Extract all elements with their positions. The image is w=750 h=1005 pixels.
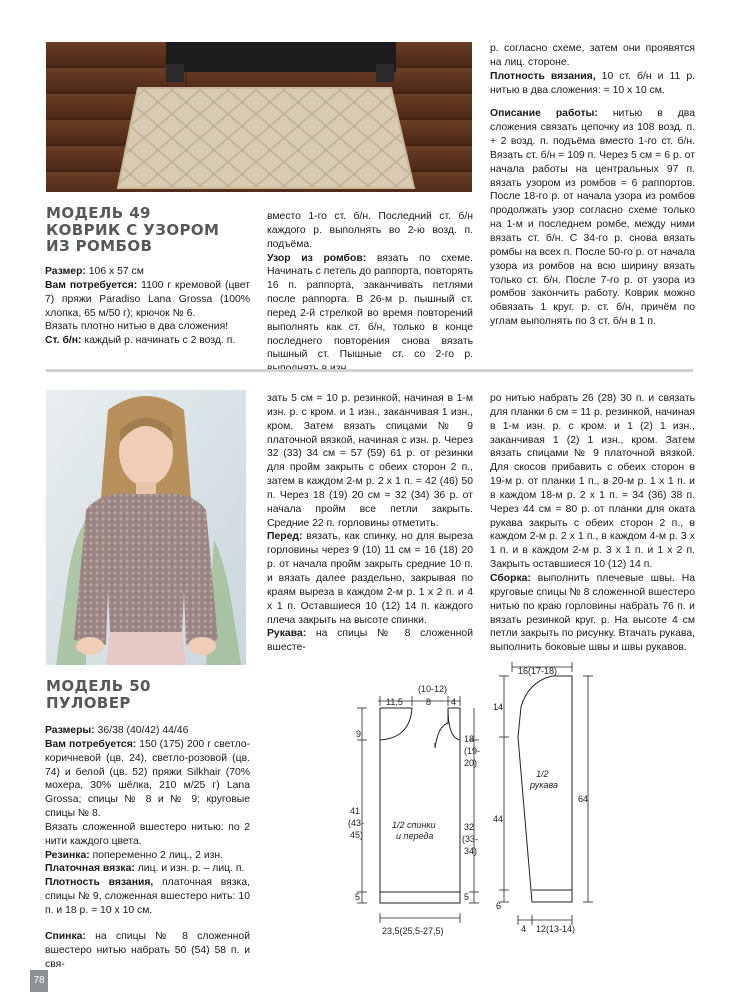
dim-total-height-1: 41 — [350, 806, 361, 816]
dim-shoulder-left: 11,5 — [386, 697, 403, 707]
dim-bottom-width: 23,5(25,5-27,5) — [382, 926, 444, 936]
dim-side-height-2: (33- — [462, 834, 479, 844]
dim-armhole-1: 18 — [464, 734, 475, 744]
model50-column-3 — [490, 392, 695, 655]
dim-rib-left: 5 — [355, 892, 361, 902]
dim-side-height-3: 34) — [464, 846, 478, 856]
model49-subtitle-line1: КОВРИК С УЗОРОМ — [46, 220, 220, 239]
dim-neck-depth: 9 — [356, 729, 362, 739]
page-number: 78 — [30, 970, 48, 992]
dim-neck-width-total: (10-12) — [418, 684, 448, 694]
model50-title: МОДЕЛЬ 50 — [46, 677, 151, 695]
dim-neck-half: 8 — [426, 697, 432, 707]
dim-sleeve-bottom-right: 12(13-14) — [536, 924, 576, 934]
model50-column-2 — [267, 392, 473, 655]
body-piece-label-1: 1/2 спинки — [392, 820, 436, 830]
rug-photo — [46, 42, 472, 192]
dim-sleeve-body: 44 — [493, 814, 504, 824]
paragraph: Узор из ромбов: вязать по схеме. Начинать с петель до раппорта, повторять 16 п. раппорта, заканчивать петлями после раппорта. В 26-м р. пышный ст. перед 2-й стрелкой во время повторений выполнять как ст. б/н, только в конце последнего повторения снова вязать пышный ст. Пышные ст. со 2-го р. — [267, 252, 474, 361]
paragraph: Рукава: на спицы № 8 сложенной вшесте- — [267, 628, 473, 654]
dim-rib-right: 5 — [464, 892, 470, 902]
sleeve-piece-label-1: 1/2 — [536, 769, 549, 779]
model49-heading — [46, 205, 256, 255]
paragraph: Размер: 106 х 57 см — [45, 266, 144, 277]
dim-neck-right: 4 — [451, 697, 457, 707]
paragraph: Сборка: выполнить плечевые швы. На круговые спицы № 8 сложенной вшестеро нитью по краю горловины набрать 76 п. и вязать резинкой круг. р. На высоте 4 см петли закрыть по рисунку. Втачать рукава, выполнить боковые швы и швы рукавов. — [490, 572, 695, 654]
body-piece-label-2: и переда — [396, 831, 434, 841]
paragraph: ро нитью набрать 26 (28) 30 п. и связать для планки 6 см = 11 р. резинкой, начиная в 1-м изн. р. с кром. и 1 (2) 1 изн., заканчивая 1 (2) 1 изн., кром. Затем вязать спицами № 9 платочной вязкой. Для скосов прибавить с обеих сторон в 19-м р. от планки 1 п., в 20-м р. 1 х 1 п. и в каждом 18-м р. 2 х 1 п. = 34 (36) 38 п. Через 44 см = 80 р. от планки для оката рукава закрыть с обеих сторон 2 п., в каждом 2-м р. 2 х 1 п., в каждом 4-м р. 3 х 1 п. и в каждом 2-м р. 3 х 1 п. и 1 х 2 п. Закрыть оставшиеся 10 (12) 14 п. — [490, 393, 695, 571]
paragraph: Спинка: на спицы № 8 сложенной вшестеро нитью набрать 50 (54) 58 п. и свя- — [45, 930, 250, 970]
paragraph: Описание работы: нитью в два сложения связать цепочку из 108 возд. п. + 2 возд. п. подъёма вместо 1-го ст. б/н. Вязать ст. б/н = 109 п. Через 5 см = 6 р. от начала работы на центральных 97 п. вязать узором из ромбов = 6 раппортов. После 18-го р. от начала узора из ромбов продолжать узор согласно схеме только на 1-м и последнем ромбе, между ними вязать ст. б/н. С 34-го р. снова вязать ромбы на всех п. После 50-го р. от начала узора из ромбов на всю ширину вязать только ст. б/н. После 7-го р. от узора из ромбов закончить работу. Коврик можно обвязать 1 круг. р. ст. б/н, причём по углам выполнять по 3 ст. б/н в 1 п. — [490, 108, 695, 328]
dim-total-height-2: (43- — [348, 818, 365, 828]
paragraph: Размеры: 36/38 (40/42) 44/46 — [45, 725, 189, 736]
paragraph: Резинка: попеременно 2 лиц., 2 изн. — [45, 849, 224, 861]
dim-armhole-3: 20) — [464, 758, 478, 768]
model49-column-2 — [267, 210, 473, 376]
dim-sleeve-cuff: 6 — [496, 901, 502, 911]
section-divider — [46, 369, 693, 372]
dim-sleeve-bottom-left: 4 — [521, 924, 527, 934]
sleeve-schematic — [488, 662, 608, 937]
paragraph: Плотность вязания, платочная вязка, спицы № 9, сложенная вшестеро нить: 10 п. и 18 р. = 10 х 10 см. — [45, 877, 250, 916]
paragraph: Вязать плотно нитью в два сложения! — [45, 321, 229, 333]
model49-subtitle-line2: ИЗ РОМБОВ — [46, 237, 153, 255]
sleeve-piece-label-2: рукава — [530, 780, 558, 790]
paragraph: зать 5 см = 10 р. резинкой, начиная в 1-м изн. р. с кром. и 1 изн., заканчивая 1 изн., кром. Затем вязать спицами № 9 платочной вязкой, начиная с изн. р. Через 32 (33) 34 см = 57 (59) 61 р. от резинки для пройм закрыть с обеих сторон 2 п., затем в каждом 2-м р. 2 х 1 п. = 42 (46) 50 п. Через 18 (19) 20 см = 32 (34) 36 р. от начала пройм все петли закрыть. Средние 22 п. горловины отметить. — [267, 393, 473, 529]
model49-title: МОДЕЛЬ 49 — [46, 204, 151, 222]
dim-armhole-2: (19- — [464, 746, 481, 756]
dim-sleeve-total: 64 — [578, 794, 589, 804]
body-schematic — [340, 678, 490, 938]
paragraph: Вам потребуется: 150 (175) 200 г светло-коричневой (цв. 24), светло-розовой (цв. 74) и белой (цв. 52) пряжи Silkhair (70% мохера, 30% шёлка, 210 м/25 г) Lana Grossa; спицы № 8 и № 9; круговые спицы № 8. — [45, 738, 250, 820]
paragraph: Вязать сложенной вшестеро нитью: по 2 нити каждого цвета. — [45, 821, 250, 847]
paragraph: Перед: вязать, как спинку, но для выреза горловины через 9 (10) 11 см = 16 (18) 20 р. от начала пройм закрыть средние 10 п. и вязать далее раздельно, закрывая по краям выреза в каждом 2-м р. 1 х 2 п. и 4 х 1 п. Оставшиеся 10 (12) 14 п. каждого плеча закрыть на высоте спинки. — [267, 531, 473, 626]
dim-total-height-3: 45) — [350, 830, 364, 840]
paragraph: Платочная вязка: лиц. и изн. р. – лиц. п. — [45, 863, 245, 875]
model50-heading — [46, 678, 256, 711]
paragraph: р. согласно схеме, затем они проявятся на лиц. стороне. — [490, 43, 695, 68]
model50-subtitle: ПУЛОВЕР — [46, 693, 131, 712]
model49-column-1 — [45, 265, 250, 348]
paragraph: Вам потребуется: 1100 г кремовой (цвет 7) пряжи Paradiso Lana Grossa (100% хлопка, 65 м/50 г); крючок № 6. — [45, 279, 250, 319]
dim-sleeve-top: 16(17-18) — [518, 666, 558, 676]
paragraph: Плотность вязания, 10 ст. б/н и 11 р. нитью в два сложения: = 10 х 10 см. — [490, 70, 695, 96]
dim-side-height-1: 32 — [464, 822, 475, 832]
dim-sleeve-cap: 14 — [493, 702, 504, 712]
pullover-photo — [46, 390, 246, 665]
model50-column-1 — [45, 724, 250, 971]
paragraph: вместо 1-го ст. б/н. Последний ст. б/н каждого р. выполнять во 2-ю возд. п. подъёма. — [267, 211, 473, 250]
paragraph: Ст. б/н: каждый р. начинать с 2 возд. п. — [45, 335, 236, 347]
model49-column-3 — [490, 42, 695, 329]
